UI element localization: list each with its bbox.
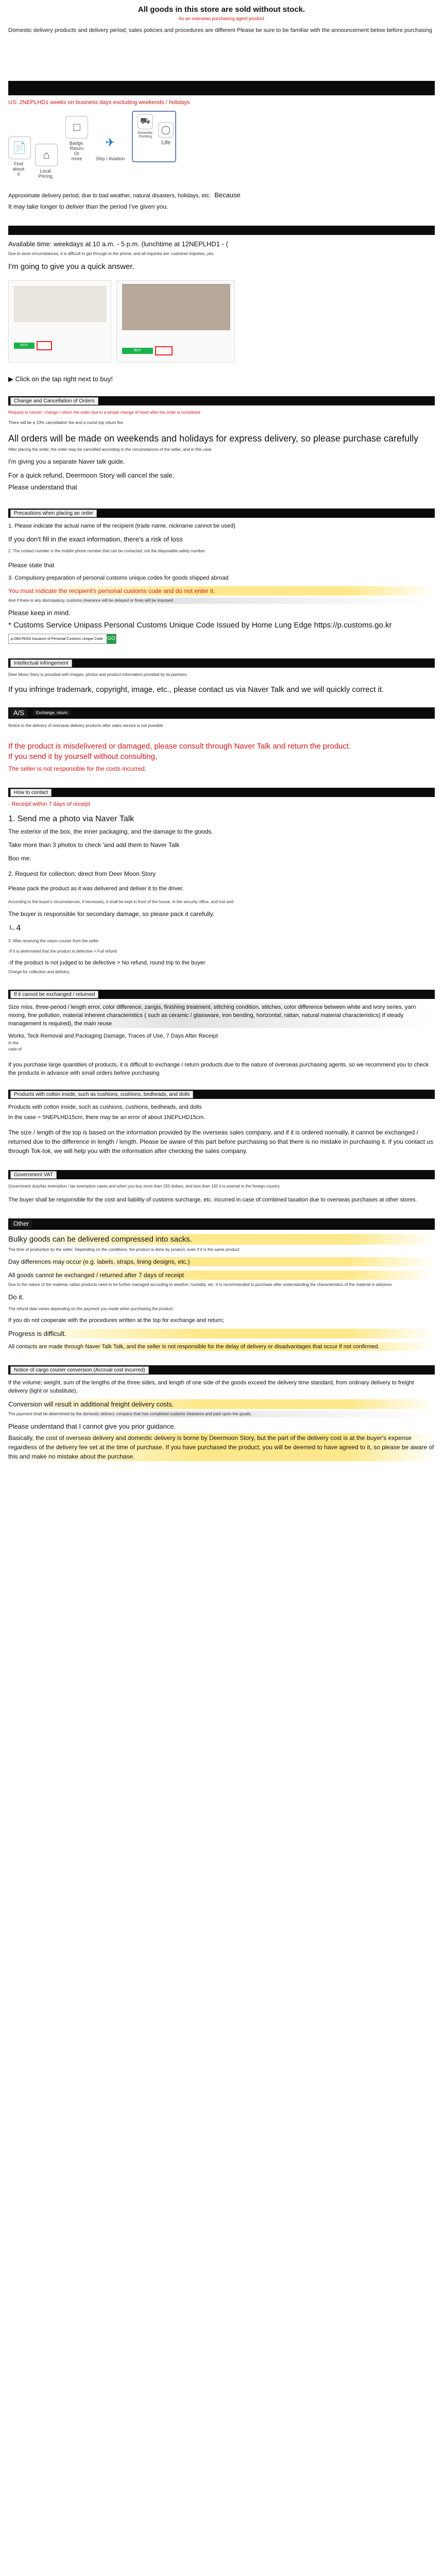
customs-code-link[interactable] (8, 634, 116, 644)
cancel-small: After placing the order, the order may be cancelled according to the circumstances of the seller, and in this case (8, 447, 212, 452)
notice-intro: Domestic delivery products and delivery period, sales policies and procedures are different Please be sure to be familiar with the announcement below before purchasing (8, 27, 432, 33)
answer-hours-small: Due to store circumstances, it is difficult to get through to the phone, and all inquiries are 'customer inquiries, yes. (8, 251, 215, 256)
precaution-item1b: If you don't fill in the exact information, there's a risk of loss (8, 535, 183, 543)
cancel-red-line: Request to cancel / change / return the order due to a simple change of heart after the order is completed (8, 410, 200, 415)
bar-label: How to contact (10, 789, 52, 796)
step-ship (95, 131, 126, 161)
section-bar-receipt (8, 788, 435, 797)
defect-tail: Works, Teck Removal and Packaging Damage, Traces of Use, 7 Days After Receipt (8, 1033, 218, 1039)
notice-subtitle: As an overseas purchasing agent product (178, 16, 265, 21)
cancel-weekend: All orders will be made on weekends and holidays for express delivery, so please purchase carefully (8, 433, 419, 444)
volume-prior: Please understand that I cannot give you prior guidance. (8, 1422, 176, 1430)
section-bar-other (8, 1218, 435, 1230)
talk-guide-screenshot (8, 277, 435, 370)
plane-icon: ✈ (99, 131, 122, 154)
bar-label: Notice of cargo courier conversion (Accrual cost incurred) (10, 1366, 149, 1374)
bar-label: Change and Cancellation of Orders (10, 397, 98, 405)
precaution-item1: 1. Please indicate the actual name of the recipient (trade name, nickname cannot be used) (8, 523, 235, 529)
step-label: Local Pricing (38, 168, 53, 179)
section-bar-ip (8, 658, 435, 668)
ip-line: Deer Moon Story is provided with images, photos and product information provided by its partners. (8, 672, 188, 677)
other-bulky: Bulky goods can be delivered compressed into sacks. (8, 1234, 435, 1245)
receipt-s1: 1. Send me a photo via Naver Talk (8, 815, 134, 823)
precaution-item2: 2. The contact number is the mobile phone number that can be contacted, not the disposable safety number. (8, 549, 206, 553)
other-notcomply: If you do not cooperate with the procedures written at the top for exchange and return; (8, 1317, 224, 1324)
bar-label-2: Exchange, return (33, 710, 71, 716)
other-weather: Due to the nature of the material, rattan products need to be further managed according to weather, humidity, etc. It is recommended to purchase after understanding the characteristics of the material in advance (8, 1282, 392, 1287)
step-label: Domestic Pointing (138, 131, 153, 139)
section-bar-volume (8, 1365, 435, 1375)
answer-tap (8, 374, 435, 384)
step-label: Badge. Return Or more (69, 141, 84, 161)
truck-icon: ⛟ (138, 114, 153, 129)
delivery-because: Because (214, 191, 241, 199)
receipt-s3d: Charge for collection and delivery (8, 970, 70, 974)
receipt-s3b: -If it is determined that the product is defective > Full refund (8, 949, 117, 954)
receipt-s2small: According to the buyer's circumstances, if necessary, it shall be kept in front of the house, in the security office, and lost and (8, 900, 234, 904)
step-life (157, 122, 175, 146)
bar-label: Intellectual infringement (10, 659, 72, 667)
section-bar-answer (8, 226, 435, 235)
other-bulky-small: The time of production by the seller. Depending on the conditions, the product is done by product, even if it is the same product (8, 1247, 240, 1252)
bar-label: Other (10, 1219, 32, 1228)
precaution-item3: 3. Compulsory preparation of personal customs unique codes for goods shipped abroad (8, 575, 229, 581)
receipt-s2c: The buyer is responsible for secondary damage, so please pack it carefully. (8, 910, 214, 918)
precaution-state: Please state that (8, 562, 55, 569)
receipt-s1d: Boo me. (8, 855, 31, 862)
bar-label: Products with cotton inside, such as cushions, cushions, bedheads, and dolls (10, 1091, 193, 1098)
receipt-s2: 2. Request for collection: direct from Deer Moon Story (8, 870, 156, 877)
receipt-red-note: - Receipt within 7 days of receipt (8, 801, 90, 807)
delivery-note: US: 2NEPLHD1 weeks on business days excluding weekends / holidays (8, 99, 190, 106)
other-day: Day differences may occur (e.g. labels, straps, lining designs, etc.) (8, 1257, 435, 1266)
step-badge (64, 116, 90, 161)
precaution-item3b: You must indicate the recipient's personal customs code and do not enter it. (8, 586, 435, 596)
ip-msg: If you infringe trademark, copyright, image, etc., please contact us via Naver Talk and we will quickly correct it. (8, 685, 384, 694)
store-image (122, 284, 230, 330)
other-naver: All contacts are made through Naver Talk Talk, and the seller is not responsible for the delay of delivery or disadvantages that occur if not confirmed. (8, 1343, 435, 1351)
section-bar-delivery (8, 81, 435, 95)
notice-header (8, 0, 435, 35)
volume-text: If the volume; weight, sum of the lengths of the three sides, and length of one side of the goods exceed the delivery time standard, from ordinary delivery to freight delivery (light or substitute), (8, 1380, 414, 1394)
talk-highlight (37, 341, 52, 350)
delivery-steps-diagram (8, 111, 435, 183)
bar-label: A/S (10, 708, 27, 717)
cancel-fee: There will be a 10% cancellation fee and a round trip return fee. (8, 420, 125, 425)
bar-label: Precautions when placing an order (10, 510, 97, 517)
section-bar-cotton (8, 1090, 435, 1099)
step-find (8, 137, 29, 177)
shot-left-panel (8, 280, 111, 363)
step-label: Find about it (12, 161, 25, 177)
as-small: Notice to the delivery of overseas delivery products after sales service is not possible (8, 723, 163, 728)
customs-box-label: p.OMI PASS Issuance of Personal Customs Unique Code (11, 637, 103, 641)
receipt-s1c: Take more than 3 photos to check 'and add them to Naver Talk (8, 841, 180, 849)
go-button[interactable]: GO (107, 634, 116, 643)
box-icon: □ (65, 116, 88, 139)
receipt-s2b: Please pack the product as it was delivered and deliver it to the driver. (8, 886, 184, 892)
receipt-s3: 3. After receiving the return courier from the seller (8, 939, 99, 943)
volume-basic: Basically, the cost of overseas delivery and domestic delivery is borne by Deermoon Story, but the part of the delivery cost is at the buyer's expense regardless of the delivery fee set at the time of purchase. If you have purchased the product, you will be deemed to have agreed to it, so please be aware of this and make no mistake about the purchase. (8, 1434, 434, 1460)
life-icon: ◯ (158, 122, 174, 138)
defect-bulk: If you purchase large quantities of products, it is difficult to exchange / return products due to the nature of overseas purchasing agents, so we recommend you to check the products in advance with small orders before purchasing (8, 1062, 429, 1076)
cotton-line1b: In the case = 5NEPLHD15cm, there may be an error of about 1NEPLHD15cm. (8, 1114, 206, 1121)
precaution-item3c: And if there is any discrepancy, customs clearance will be delayed or fines will be imposed (8, 598, 435, 604)
section-bar-precautions (8, 509, 435, 518)
cotton-text: The size / length of the top is based on the information provided by the overseas sales company, and if it is ordered normally, it cannot be exchanged / returned due to the difference in length / length. Please be aware of this part before purchasing so that there is no mistake in purchasing it. If you contact us through Tok-tok, we will help you with the information after checking the sales company. (8, 1129, 433, 1155)
doc-icon: 📄 (8, 137, 31, 159)
bar-label: Government VAT (10, 1171, 57, 1179)
as-red3: The seller is not responsible for the costs incurred. (8, 765, 147, 772)
receipt-korean: ㄴ4 (8, 924, 21, 933)
cotton-line1: Products with cotton inside, such as cushions, cushions, bedheads, and dolls (8, 1104, 202, 1110)
step-domestic (135, 114, 156, 139)
other-doit: Do it. (8, 1293, 24, 1301)
arrow-icon: ▶ (8, 375, 13, 383)
step-local (35, 144, 56, 179)
as-red1: If the product is misdelivered or damaged, please consult through Naver Talk and return the product. (8, 742, 351, 751)
house-icon: ⌂ (35, 144, 58, 166)
step-label: Life (161, 140, 171, 146)
delivery-period-text: Approximate delivery period, due to bad weather, natural disasters, holidays, etc. (8, 193, 211, 199)
section-bar-as (8, 707, 435, 719)
receipt-s3c: -If the product is not judged to be defective > No refund, round trip to the buyer (8, 960, 206, 966)
other-progress: Progress is difficult. (8, 1329, 435, 1338)
answer-tap-text: Click on the tap right next to buy! (15, 375, 113, 383)
bar-label: If it cannot be exchanged / returned (10, 991, 98, 998)
step-label: Ship / Aviation (95, 156, 125, 161)
section-bar-defect (8, 990, 435, 999)
other-cannot: All goods cannot be exchanged / returned after 7 days of receipt (8, 1270, 435, 1280)
buy-button[interactable]: BUY (14, 343, 35, 349)
defect-text: Size miss, three-period / length error, color difference, zangis, finishing treatment, stitching condition, stitches, color difference between white and ivory series, yarn mixing, fine pollution, material inherent characteristics ( such as ceramic / glassware, iron bending, horizontal, rattan, natural material characteristics) If steady management is required), the main reuse (8, 1003, 435, 1028)
section-bar-gov (8, 1170, 435, 1179)
cancel-refund: For a quick refund, Deermoon Story will cancel the sale. (8, 471, 175, 479)
product-image (14, 286, 107, 322)
gov-text: The buyer shall be responsible for the cost and liability of customs surcharge, etc. incurred in case of combined taxation due to overseas purchases at other stores. (8, 1197, 417, 1203)
section-bar-cancel (8, 396, 435, 405)
life-panel (132, 111, 176, 162)
notice-title: All goods in this store are sold without stock. (138, 5, 305, 14)
answer-quick: I'm going to give you a quick answer. (8, 262, 134, 271)
volume-conv-small: The payment shall be determined by the domestic delivery company that has completed customs clearance and paid upon the goods. (8, 1411, 435, 1417)
gov-small: Government duty/tax exemption / tax exemption cases and when you buy more than 150 dollars, and less than 150 it is exempt in the foreign country. (8, 1184, 281, 1189)
cancel-guide: I'm giving you a separate Naver talk guide. (8, 458, 125, 465)
defect-tail-small: In the case of (8, 1041, 22, 1052)
delivery-period (8, 191, 435, 200)
answer-hours: Available time: weekdays at 10 a.m. - 5 p.m. (lunchtime at 12NEPLHD1 - ( (8, 240, 228, 248)
cancel-understand: Please understand that (8, 483, 77, 491)
receipt-s1b: The exterior of the box, the inner packaging, and the damage to the goods. (8, 828, 213, 835)
precaution-customs-title: * Customs Service Unipass Personal Customs Unique Code Issued by Home Lung Edge https://p.customs.go.kr (8, 621, 392, 630)
buy-button-2[interactable]: BUY (122, 348, 153, 354)
precaution-keep: Please keep in mind. (8, 609, 71, 617)
talk-highlight-2 (155, 346, 173, 355)
delivery-longer: It may take longer to deliver than the period I've given you. (8, 203, 168, 210)
volume-conversion: Conversion will result in additional freight delivery costs. (8, 1399, 435, 1409)
shot-right-panel (116, 280, 235, 363)
other-refund-small: The refund date varies depending on the payment you made when purchasing the product. (8, 1307, 174, 1311)
as-red2: If you send it by yourself without consulting, (8, 752, 158, 761)
